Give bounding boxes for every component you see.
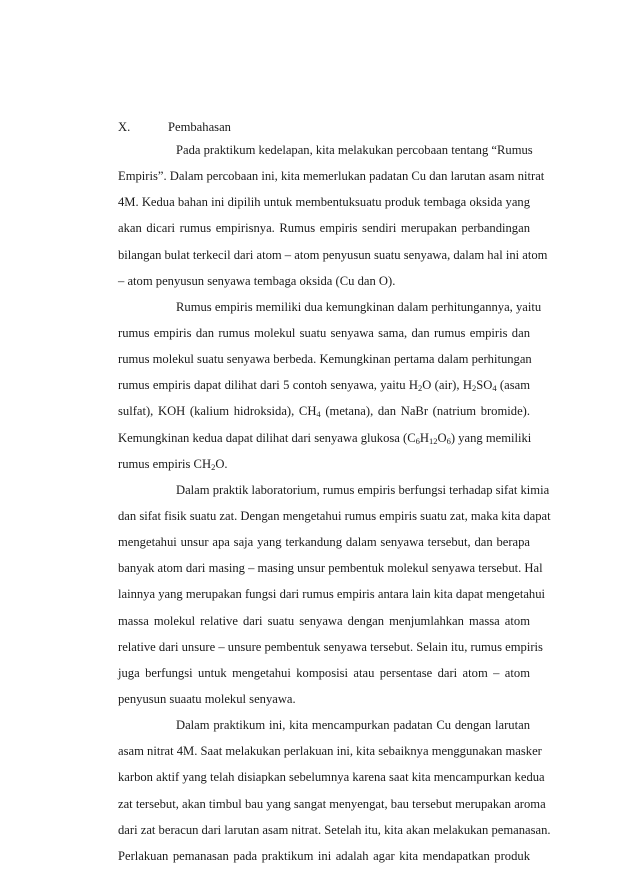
text-run: O — [437, 430, 447, 445]
section-title: Pembahasan — [168, 120, 231, 134]
subscript: 2 — [417, 383, 423, 394]
text-line — [118, 634, 543, 660]
text-run: massa molekul relative dari suatu senyawa dengan menjumlahkan massa atom — [118, 613, 530, 628]
text-line — [118, 451, 530, 477]
text-run: O. — [215, 456, 228, 471]
text-run: – atom penyusun senyawa tembaga oksida (Cu dan O). — [118, 273, 396, 288]
text-run: rumus empiris dapat dilihat dari 5 contoh senyawa, yaitu H — [118, 378, 418, 393]
text-run: (asam — [496, 378, 530, 393]
subscript: 2 — [211, 461, 216, 472]
text-line — [118, 320, 530, 346]
text-line — [118, 268, 530, 294]
text-line — [118, 477, 550, 503]
text-line — [118, 686, 530, 712]
text-run: 4M. Kedua bahan ini dipilih untuk membentuksuatu produk tembaga oksida yang — [118, 195, 530, 210]
subscript: 4 — [316, 409, 321, 420]
subscript: 12 — [428, 435, 438, 446]
text-run: SO — [476, 378, 493, 393]
text-line — [118, 817, 551, 843]
text-run: bilangan bulat terkecil dari atom – atom penyusun suatu senyawa, dalam hal ini atom — [118, 247, 548, 262]
subscript: 4 — [492, 383, 497, 394]
section-body — [118, 137, 551, 869]
subscript: 2 — [471, 383, 477, 394]
text-run: Dalam praktik laboratorium, rumus empiris berfungsi terhadap sifat kimia — [176, 482, 550, 497]
text-run: rumus molekul suatu senyawa berbeda. Kemungkinan pertama dalam perhitungan — [118, 352, 532, 367]
text-line — [118, 503, 551, 529]
text-line — [118, 660, 530, 686]
text-line — [118, 555, 543, 581]
text-run: juga berfungsi untuk mengetahui komposisi atau persentase dari atom – atom — [118, 665, 530, 680]
subscript: 6 — [415, 435, 420, 446]
text-line — [118, 425, 530, 451]
text-line — [118, 189, 530, 215]
text-run: Rumus empiris memiliki dua kemungkinan dalam perhitungannya, yaitu — [176, 299, 542, 314]
text-line — [118, 242, 548, 268]
text-line — [118, 529, 530, 555]
text-run: O (air), H — [422, 378, 472, 393]
text-run: relative dari unsure – unsure pembentuk senyawa tersebut. Selain itu, rumus empiris — [118, 639, 543, 654]
text-line — [118, 791, 546, 817]
text-run: dan sifat fisik suatu zat. Dengan mengetahui rumus empiris suatu zat, maka kita dapat — [118, 508, 551, 523]
text-run: penyusun suaatu molekul senyawa. — [118, 691, 296, 706]
text-line — [118, 294, 542, 320]
text-line — [118, 738, 542, 764]
text-run: Dalam praktikum ini, kita mencampurkan padatan Cu dengan larutan — [176, 718, 530, 733]
text-line — [118, 712, 530, 738]
text-line — [118, 372, 530, 398]
text-run: sulfat), KOH (kalium hidroksida), CH — [118, 404, 317, 419]
text-run: Empiris”. Dalam percobaan ini, kita memerlukan padatan Cu dan larutan asam nitrat — [118, 169, 545, 184]
text-line — [118, 581, 546, 607]
text-run: zat tersebut, akan timbul bau yang sangat menyengat, bau tersebut merupakan aroma — [118, 796, 546, 811]
subscript: 6 — [446, 435, 451, 446]
text-line — [118, 163, 545, 189]
text-run: karbon aktif yang telah disiapkan sebelumnya karena saat kita mencampurkan kedua — [118, 770, 545, 785]
text-run: banyak atom dari masing – masing unsur pembentuk molekul senyawa tersebut. Hal — [118, 561, 543, 576]
text-line — [118, 398, 530, 424]
text-run: Pada praktikum kedelapan, kita melakukan percobaan tentang “Rumus — [176, 143, 533, 157]
text-run: lainnya yang merupakan fungsi dari rumus empiris antara lain kita dapat mengetahui — [118, 587, 546, 602]
text-run: rumus empiris dan rumus molekul suatu senyawa sama, dan rumus empiris dan — [118, 325, 530, 340]
text-run: rumus empiris CH — [118, 456, 212, 471]
text-line — [118, 215, 530, 241]
section-heading — [118, 119, 231, 135]
text-run: mengetahui unsur apa saja yang terkandung dalam senyawa tersebut, dan berapa — [118, 535, 530, 550]
text-line — [118, 137, 533, 163]
text-run: ) yang memiliki — [450, 430, 532, 445]
text-run: dari zat beracun dari larutan asam nitrat. Setelah itu, kita akan melakukan pemanasan. — [118, 822, 551, 837]
text-run: Kemungkinan kedua dapat dilihat dari senyawa glukosa (C — [118, 430, 416, 445]
text-line — [118, 346, 530, 372]
text-line — [118, 608, 530, 634]
text-run: akan dicari rumus empirisnya. Rumus empiris sendiri merupakan perbandingan — [118, 221, 530, 236]
text-run: Perlakuan pemanasan pada praktikum ini adalah agar kita mendapatkan produk — [118, 848, 530, 863]
text-run: asam nitrat 4M. Saat melakukan perlakuan ini, kita sebaiknya menggunakan masker — [118, 744, 542, 759]
text-run: (metana), dan NaBr (natrium bromide). — [320, 404, 531, 419]
section-number: X. — [118, 120, 131, 134]
text-line — [118, 764, 545, 790]
text-line — [118, 843, 530, 869]
text-run: H — [419, 430, 429, 445]
